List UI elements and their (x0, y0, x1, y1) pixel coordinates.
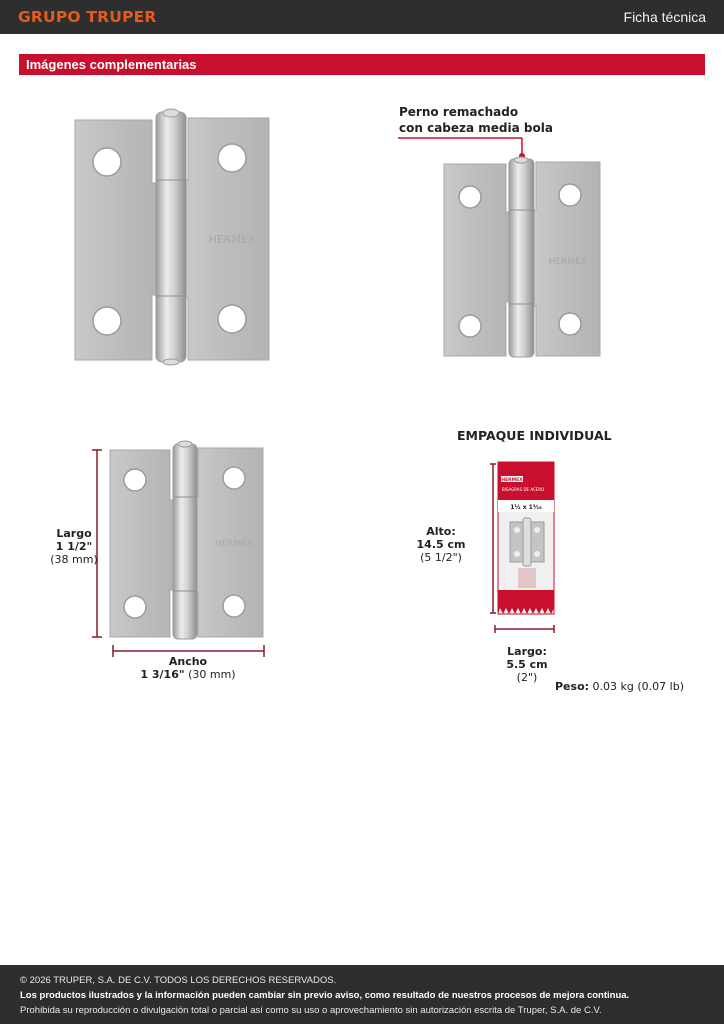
hinge-image-front (72, 108, 272, 366)
package-length-cm: 5.5 cm (506, 658, 548, 671)
package-height-cm: 14.5 cm (416, 538, 466, 551)
width-label: Ancho (168, 655, 208, 668)
package-weight-label: Peso: (555, 680, 590, 693)
hinge-image-dimensions (88, 440, 278, 662)
package-length-title: Largo: (507, 645, 547, 658)
document-type: Ficha técnica (623, 9, 706, 25)
length-label: Largo (56, 527, 92, 540)
package-weight (555, 680, 684, 693)
package-size-label: 1½ x 1³⁄₁₆ (510, 504, 542, 511)
length-mm: (38 mm) (50, 553, 98, 566)
package-height-label (413, 525, 469, 564)
package-height-title: Alto: (426, 525, 456, 538)
width-dimension-label (140, 655, 236, 681)
footer-notice: Los productos ilustrados y la información pueden cambiar sin previo aviso, como resultado de nuestros procesos de mejora continua. (20, 990, 630, 1001)
hinge-image-pin-detail (440, 156, 604, 362)
package-height-in: (5 1/2") (420, 551, 462, 564)
width-mm: (30 mm) (188, 668, 236, 681)
length-inches: 1 1/2" (55, 540, 93, 553)
package-card-title: BISAGRAS DE ACERO (502, 487, 545, 492)
package-title: EMPAQUE INDIVIDUAL (457, 428, 612, 443)
package-brand: HERMEX (501, 478, 523, 483)
section-header-bar (19, 54, 705, 75)
section-title: Imágenes complementarias (26, 57, 197, 72)
pin-callout-text (399, 104, 553, 136)
width-value-line (140, 668, 236, 681)
footer-legal: Prohibida su reproducción o divulgación total o parcial así como su uso o aprovechamiento sin autorización escrita de Truper, S.A. de C.V. (20, 1005, 602, 1016)
hinge-engraving-3: HERMEX (214, 539, 254, 549)
pin-callout-line-2: con cabeza media bola (399, 121, 553, 135)
top-header-bar (0, 0, 724, 34)
package-weight-value: 0.03 kg (0.07 lb) (592, 680, 684, 693)
width-inches: 1 3/16" (140, 668, 185, 681)
brand-logo: GRUPO TRUPER (18, 8, 157, 26)
package-length-label (499, 645, 555, 684)
package-length-in: (2") (516, 671, 538, 684)
hinge-engraving-2: HERMEX (548, 257, 588, 267)
footer-bar (0, 965, 724, 1024)
length-dimension-label (46, 527, 102, 566)
footer-copyright: © 2026 TRUPER, S.A. DE C.V. TODOS LOS DERECHOS RESERVADOS. (20, 975, 337, 986)
pin-callout-line-1: Perno remachado (399, 105, 519, 119)
package-image (490, 456, 562, 636)
hinge-engraving: HERMEX (208, 233, 256, 246)
